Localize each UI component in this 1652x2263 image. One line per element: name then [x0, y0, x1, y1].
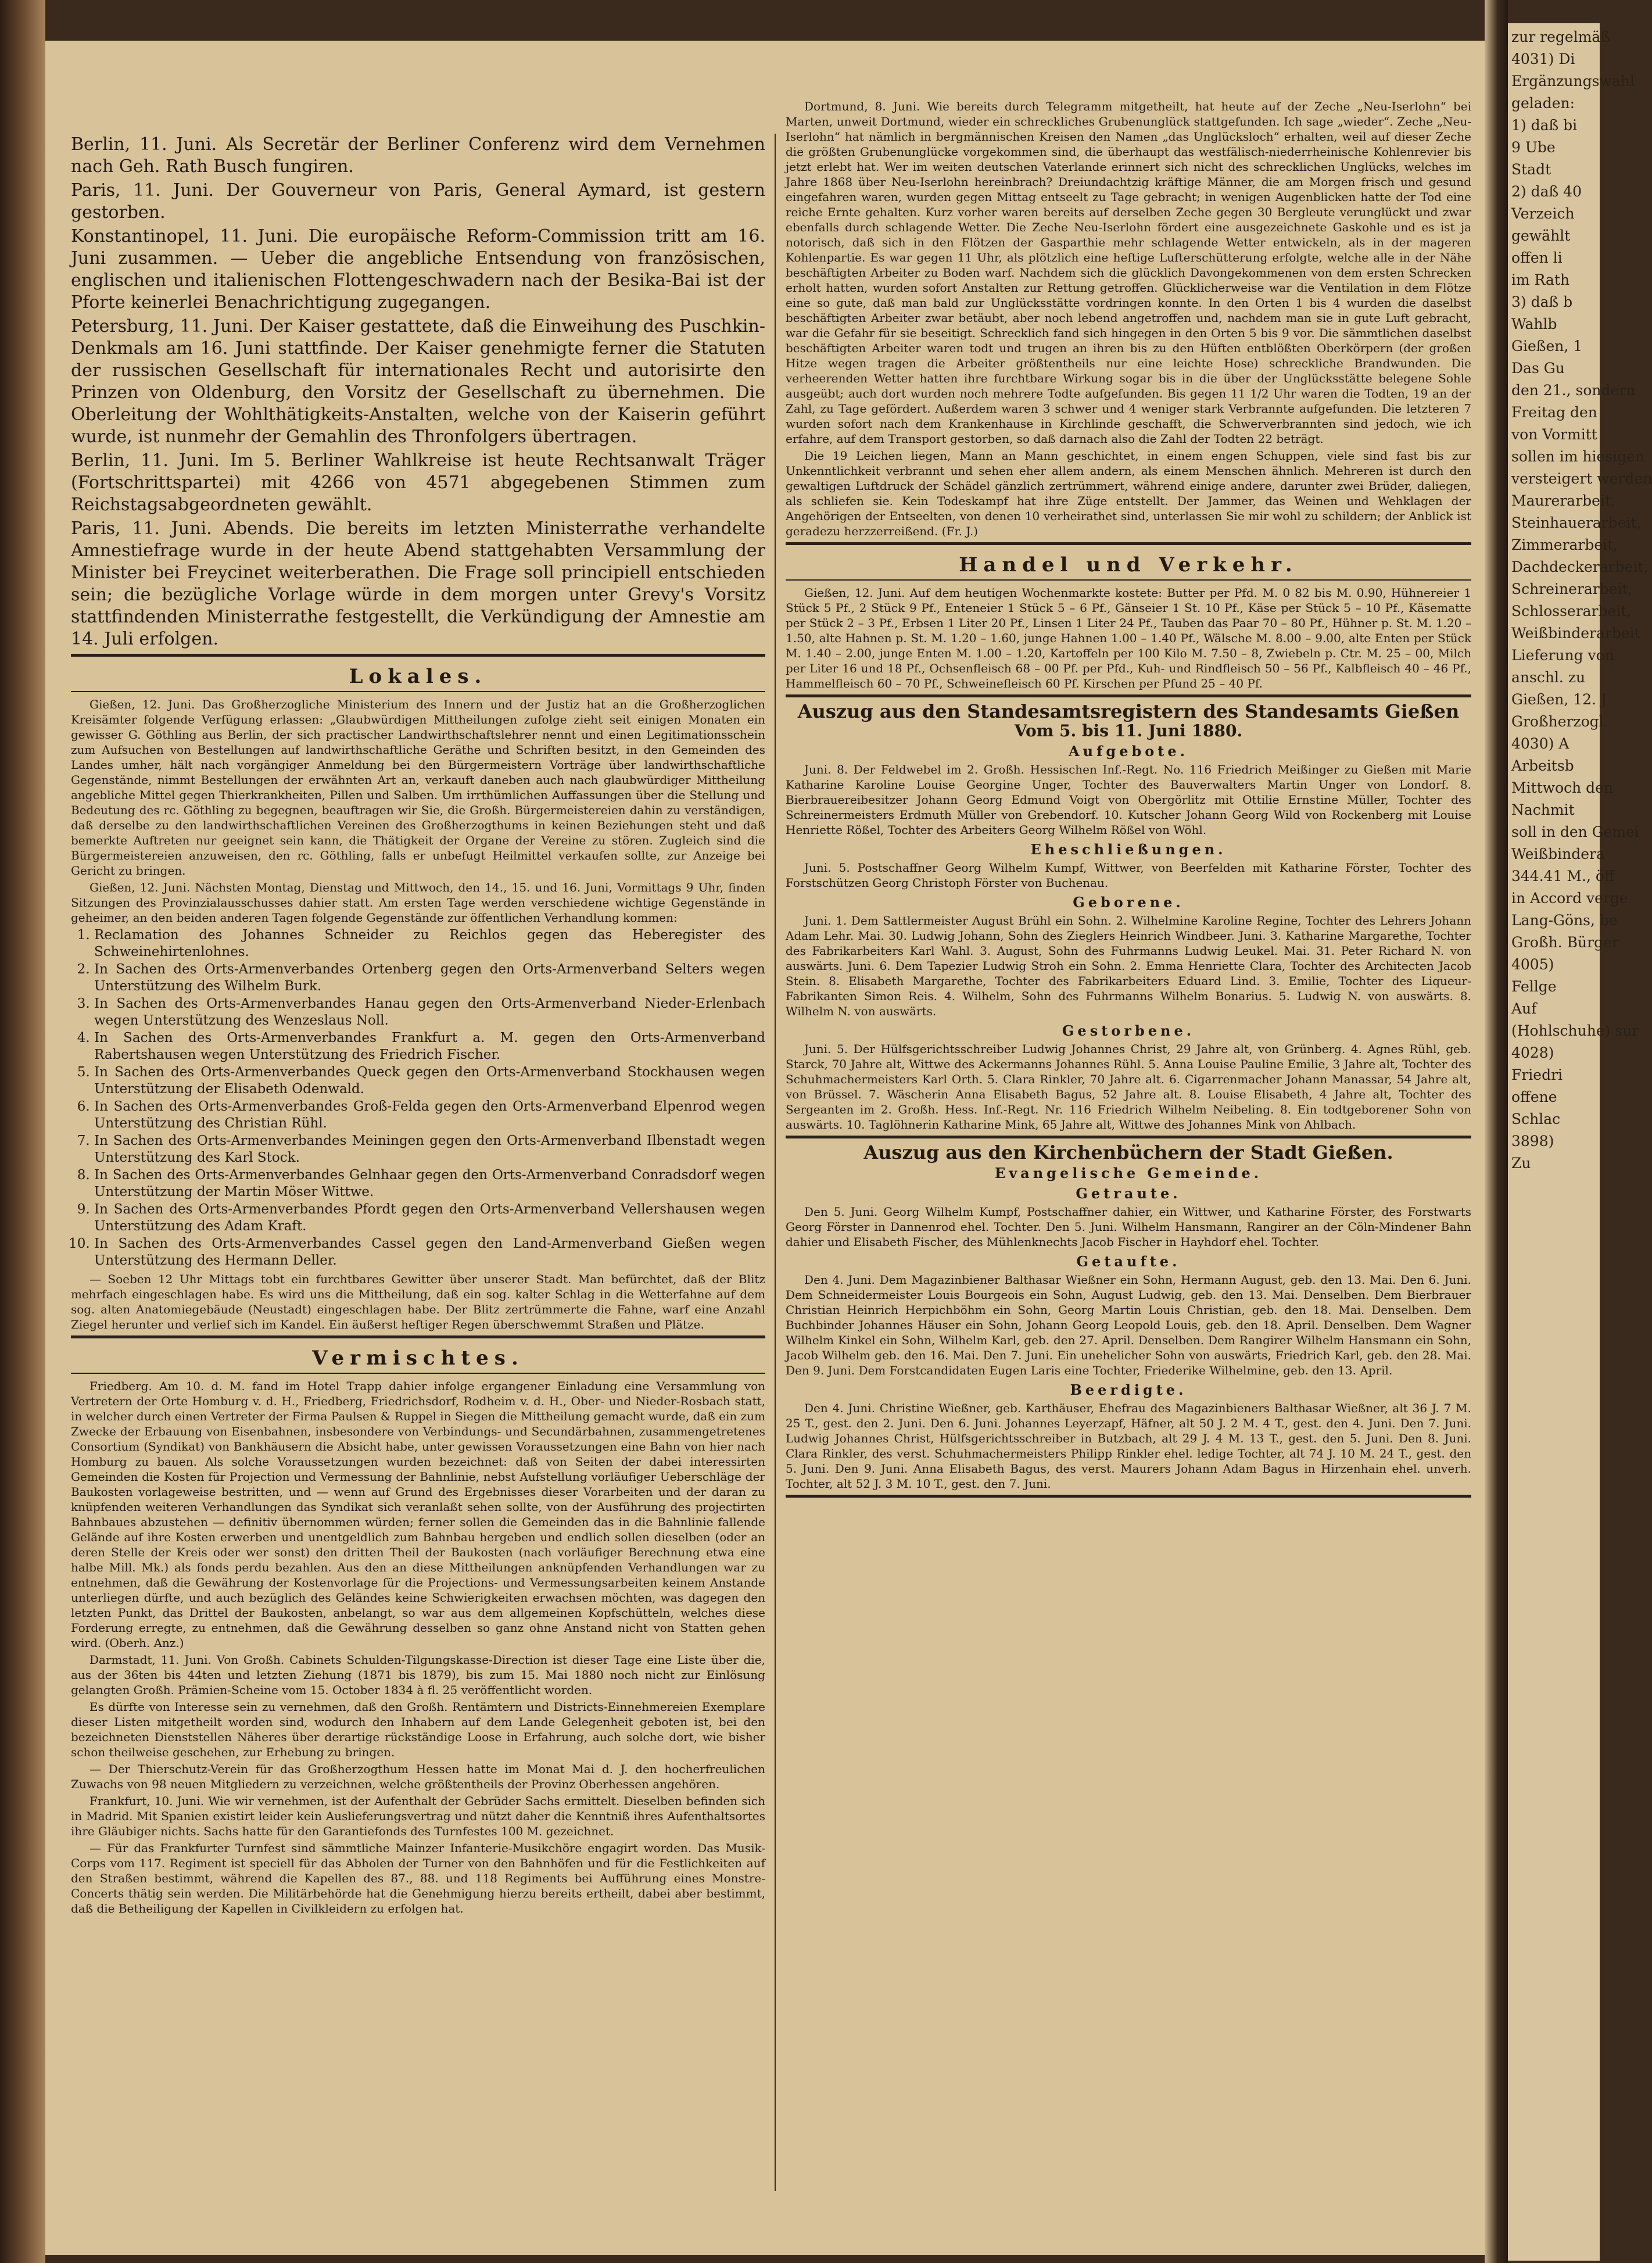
- fragment-line: im Rath: [1511, 271, 1570, 288]
- kirche-entry: Den 4. Juni. Christine Wießner, geb. Karthäuser, Ehefrau des Magazinbieners Balthasar Wießner, alt 36 J. 7 M. 25 T., gest. den 2. Juni. Den 6. Juni. Johannes Leyerzapf, Häfner, alt 50 J. 2 M. 4 T., gest. den 4. Juni. Den 7. Juni. Ludwig Johannes Christ, Hülfsgerichtsschreiber in Butzbach, alt 29 J. 4 M. 13 T., gest. den 5. Juni. Den 8. Juni. Clara Rinkler, des verst. Schuhmachermeisters Philipp Rinkler ehel. ledige Tochter, alt 74 J. 10 M. 24 T., gest. den 5. Juni. Den 9. Juni. Anna Elisabeth Bagus, des verst. Maurers Johann Adam Bagus in Hirzenhain ehel. unverh. Tochter, alt 52 J. 3 M. 10 T., gest. den 7. Juni.: [786, 1401, 1471, 1491]
- right-column: [786, 99, 1471, 2179]
- divider: [71, 1373, 765, 1374]
- fragment-line: Weißbindera: [1511, 846, 1605, 862]
- fragment-line: offen li: [1511, 249, 1563, 266]
- agenda-item: 1. Reclamation des Johannes Schneider zu Reichlos gegen das Heberegister des Schweinehirtenlohnes.: [94, 927, 765, 961]
- kirche-heading: Getaufte.: [1076, 1253, 1181, 1270]
- column-divider: [775, 134, 776, 2191]
- fragment-line: 4005): [1511, 956, 1554, 973]
- fragment-line: offene: [1511, 1088, 1557, 1105]
- agenda-item: 4. In Sachen des Orts-Armenverbandes Frankfurt a. M. gegen den Orts-Armenverband Rabertshausen wegen Unterstützung des Friedrich Fischer.: [94, 1030, 765, 1064]
- vermischtes-item: Darmstadt, 11. Juni. Von Großh. Cabinets Schulden-Tilgungskasse-Direction ist dieser Tage eine Liste über die, aus der 36ten bis 44ten und letzten Ziehung (1871 bis 1879), bis zum 15. Mai 1880 noch nicht zur Einlösung gelangten Großh. Prämien-Scheine vom 15. October 1834 à fl. 25 veröffentlicht worden.: [71, 1653, 765, 1697]
- fragment-line: in Accord verge: [1511, 890, 1628, 907]
- fragment-line: Verzeich: [1511, 205, 1575, 222]
- kirche-heading: Getraute.: [1076, 1185, 1181, 1202]
- kirche-entry: Den 4. Juni. Dem Magazinbiener Balthasar Wießner ein Sohn, Hermann August, geb. den 13. Mai. Den 6. Juni. Dem Schneidermeister Louis Bourgeois ein Sohn, August Ludwig, geb. den 13. Mai. Denselben. Dem Bierbrauer Christian Heinrich Herpichböhm ein Sohn, Georg Martin Louis Christian, geb. den 18. Mai. Denselben. Dem Buchbinder Johannes Häuser ein Sohn, Johann Georg Leopold Louis, geb. den 18. April. Denselben. Dem Wagner Wilhelm Kinkel ein Sohn, Wilhelm Karl, geb. den 27. April. Denselben. Dem Rangirer Wilhelm Hansmann ein Sohn, Jacob Wilhelm geb. den 16. Mai. Den 7. Juni. Ein unehelicher Sohn von auswärts, Friedrich Karl, geb. den 28. Mai. Den 9. Juni. Dem Forstcandidaten Eugen Laris eine Tochter, Friederike Wilhelmine, geb. den 13. April.: [786, 1273, 1471, 1377]
- fragment-line: Fellge: [1511, 978, 1557, 995]
- fragment-line: (Hohlschuhe) sur: [1511, 1022, 1639, 1039]
- fragment-line: Maurerarbeit,: [1511, 492, 1615, 509]
- telegram-item: Konstantinopel, 11. Juni. Die europäische Reform-Commission tritt am 16. Juni zusammen. — Ueber die angebliche Entsendung von französischen, englischen und italienischen Flottengeschwadern nach der Besika-Bai ist der Pforte keinerlei Benachrichtigung zugegangen.: [71, 226, 765, 313]
- fragment-line: Ergänzungswahl: [1511, 73, 1635, 89]
- fragment-line: 9 Ube: [1511, 139, 1556, 156]
- divider: [786, 1495, 1471, 1498]
- fragment-line: Großh. Bürger: [1511, 934, 1619, 951]
- standesamt-entry: Juni. 8. Der Feldwebel im 2. Großh. Hessischen Inf.-Regt. No. 116 Friedrich Meißinger zu Gießen mit Marie Katharine Karoline Louise Georgine Unger, Tochter des Bauverwalters Martin Unger von Londorf. 8. Bierbrauereibesitzer Johann Georg Edmund Voigt von Obergörlitz mit Ottilie Ernstine Müller, Tochter des Schreinermeisters Erdmuth Müller von Grebendorf. 10. Kutscher Johann Georg Wild von Rockenberg mit Louise Henriette Rößel, Tochter des Arbeiters Georg Wilhelm Rößel von Wöhl.: [786, 762, 1471, 837]
- divider: [786, 579, 1471, 581]
- telegram-item: Petersburg, 11. Juni. Der Kaiser gestattete, daß die Einweihung des Puschkin-Denkmals am 16. Juni stattfinde. Der Kaiser genehmigte ferner die Statuten der russischen Gesellschaft für internationales Recht und autorisirte den Prinzen von Oldenburg, den Vorsitz der Gesellschaft zu übernehmen. Die Oberleitung der Wohlthätigkeits-Anstalten, welche von der Kaiserin geführt wurde, ist nunmehr der Gemahlin des Thronfolgers übertragen.: [71, 316, 765, 447]
- divider: [786, 542, 1471, 545]
- divider: [71, 1335, 765, 1338]
- agenda-item: 5. In Sachen des Orts-Armenverbandes Queck gegen den Orts-Armenverband Stockhausen wegen Unterstützung der Elisabeth Odenwald.: [94, 1064, 765, 1098]
- fragment-line: 344.41 M., öff: [1511, 868, 1615, 885]
- fragment-line: Schlosserarbeit,: [1511, 603, 1632, 620]
- fragment-line: gewählt: [1511, 227, 1571, 244]
- agenda-item: 7. In Sachen des Orts-Armenverbandes Meiningen gegen den Orts-Armenverband Ilbenstadt wegen Unterstützung des Karl Stock.: [94, 1133, 765, 1166]
- fragment-line: anschl. zu: [1511, 669, 1586, 686]
- fragment-line: Lang-Göns, be: [1511, 912, 1618, 929]
- fragment-line: Arbeitsb: [1511, 757, 1574, 774]
- fragment-line: Steinhauerarbeit,: [1511, 514, 1642, 531]
- left-column: [71, 99, 765, 2179]
- vermischtes-item: Frankfurt, 10. Juni. Wie wir vernehmen, ist der Aufenthalt der Gebrüder Sachs ermittelt. Dieselben befinden sich in Madrid. Mit Spanien existirt leider kein Auslieferungsvertrag und nützt daher die Kenntniß ihres Aufenthaltsortes ihre Gläubiger nichts. Sachs hatte für den Garantiefonds des Turnfestes 100 M. gezeichnet.: [71, 1794, 765, 1838]
- standesamt-heading: Eheschließungen.: [1030, 841, 1227, 858]
- fragment-line: 4031) Di: [1511, 51, 1575, 67]
- dortmund-article: [786, 99, 1471, 539]
- page-gutter: [1485, 0, 1508, 2263]
- kirchenbuch-section: [786, 1185, 1471, 1491]
- section-heading-handel: Handel und Verkehr.: [959, 553, 1298, 577]
- page-right-edge: [1508, 23, 1652, 2261]
- market-report: [786, 585, 1471, 691]
- agenda-item: 3. In Sachen des Orts-Armenverbandes Hanau gegen den Orts-Armenverband Nieder-Erlenbach wegen Unterstützung des Wenzeslaus Noll.: [94, 996, 765, 1029]
- fragment-line: Gießen, 12. J: [1511, 691, 1607, 708]
- kirche-entry: Den 5. Juni. Georg Wilhelm Kumpf, Postschaffner dahier, ein Wittwer, und Katharine Förster, des Forstwarts Georg Förster in Dannenrod ehel. Tochter. Den 5. Juni. Wilhelm Hansmann, Rangirer an der Cöln-Mindener Bahn dahier und Elisabeth Fischer, des Mühlenknechts Jacob Fischer in Hayhdorf ehel. Tochter.: [786, 1205, 1471, 1249]
- fragment-line: 3) daß b: [1511, 293, 1573, 310]
- standesamt-entry: Juni. 5. Der Hülfsgerichtsschreiber Ludwig Johannes Christ, 29 Jahre alt, von Grünberg. 4. Agnes Rühl, geb. Starck, 70 Jahre alt, Wittwe des Ackermanns Johannes Rühl. 5. Anna Louise Pauline Emilie, 3 Jahre alt, Tochter des Schuhmachermeisters Karl Orth. 5. Clara Rinkler, 70 Jahre alt. 6. Cigarrenmacher Johann Manassar, 54 Jahre alt, von Brüssel. 7. Wäscherin Anna Elisabeth Bagus, 52 Jahre alt. 8. Louise Elisabeth, 4 Jahre alt, Tochter des Sergeanten im 2. Großh. Hess. Inf.-Regt. Nr. 116 Friedrich Wilhelm Neibeling. 8. Ein todtgeborener Sohn von auswärts. 10. Taglöhnerin Katharine Mink, 65 Jahre alt, Wittwe des Johannes Mink von Ahlbach.: [786, 1042, 1471, 1132]
- fragment-line: Wahlb: [1511, 316, 1557, 332]
- fragment-line: Mittwoch den: [1511, 779, 1614, 796]
- fragment-line: Nachmit: [1511, 801, 1575, 818]
- vermischtes-item: — Der Thierschutz-Verein für das Großherzogthum Hessen hatte im Monat Mai d. J. den hocherfreulichen Zuwachs von 98 neuen Mitgliedern zu verzeichnen, welche größtentheils der Provinz Oberhessen angehören.: [71, 1762, 765, 1791]
- right-page-fragments: [1508, 23, 1652, 1179]
- article-gewitter: — Soeben 12 Uhr Mittags tobt ein furchtbares Gewitter über unserer Stadt. Man befürchtet, daß der Blitz mehrfach eingeschlagen habe. Es wird uns die Mittheilung, daß ein sog. kalter Schlag in die Wetterfahne auf dem sog. alten Anatomiegebäude (Neustadt) eingeschlagen habe. Der Blitz zertrümmerte die Fahne, warf eine Anzahl Ziegel herunter und verlief sich im Kandel. Ein äußerst heftiger Regen überschwemmt Straßen und Plätze.: [71, 1272, 765, 1331]
- standesamt-heading: Geborene.: [1073, 894, 1184, 911]
- fragment-line: Stadt: [1511, 161, 1551, 178]
- agenda-item: 6. In Sachen des Orts-Armenverbandes Groß-Felda gegen den Orts-Armenverband Elpenrod wegen Unterstützung des Christian Rühl.: [94, 1098, 765, 1132]
- agenda-item: 9. In Sachen des Orts-Armenverbandes Pfordt gegen den Orts-Armenverband Vellershausen wegen Unterstützung des Adam Kraft.: [94, 1201, 765, 1235]
- book-spine: [0, 0, 45, 2263]
- fragment-line: den 21., sondern: [1511, 382, 1636, 399]
- article-market-prices: Gießen, 12. Juni. Auf dem heutigen Wochenmarkte kostete: Butter per Pfd. M. 0 82 bis M. 0.90, Hühnereier 1 Stück 5 Pf., 2 Stück 9 Pf., Enteneier 1 Stück 5 – 6 Pf., Gänseier 1 St. 10 Pf., Käse per Stück 5 – 10 Pf., Käsematte per Stück 2 – 3 Pf., Erbsen 1 Liter 20 Pf., Linsen 1 Liter 24 Pf., Tauben das Paar 70 – 80 Pf., Hühner p. St. M. 1.20 – 1.50, alte Hahnen p. St. M. 1.20 – 1.60, junge Hahnen 1.00 – 1.40 Pf., Wälsche M. 8.00 – 9.00, alte Enten per Stück M. 1.40 – 2.00, junge Enten M. 1.00 – 1.20, Kartoffeln per 100 Kilo M. 7.50 – 8, Zwiebeln p. Ctr. M. 25 – 00, Milch per Liter 16 und 18 Pf., Ochsenfleisch 68 – 00 Pf. per Pfd., Kuh- und Rindfleisch 50 – 56 Pf., Kalbfleisch 40 – 46 Pf., Hammelfleisch 60 – 70 Pf., Schweinefleisch 60 Pf. Kirschen per Pfund 25 – 40 Pf.: [786, 586, 1471, 690]
- standesamt-heading: Gestorbene.: [1062, 1022, 1195, 1039]
- standesamt-entry: Juni. 5. Postschaffner Georg Wilhelm Kumpf, Wittwer, von Beerfelden mit Katharine Förster, Tochter des Forstschützen Georg Christoph Förster von Buchenau.: [786, 861, 1471, 890]
- fragment-line: Schlac: [1511, 1111, 1561, 1127]
- telegram-item: Berlin, 11. Juni. Im 5. Berliner Wahlkreise ist heute Rechtsanwalt Träger (Fortschrittspartei) mit 4266 von 4571 abgegebenen Stimmen zum Reichstagsabgeordneten gewählt.: [71, 450, 765, 515]
- fragment-line: 1) daß bi: [1511, 117, 1578, 134]
- fragment-line: zur regelmäß: [1511, 28, 1611, 45]
- agenda-item: 10. In Sachen des Orts-Armenverbandes Cassel gegen den Land-Armenverband Gießen wegen Unterstützung des Hermann Deller.: [94, 1236, 765, 1269]
- fragment-line: Das Gu: [1511, 360, 1565, 377]
- fragment-line: Zu: [1511, 1155, 1531, 1172]
- kirchenbuch-title: Auszug aus den Kirchenbüchern der Stadt Gießen.: [863, 1141, 1393, 1163]
- divider: [71, 654, 765, 657]
- vermischtes-item: Friedberg. Am 10. d. M. fand im Hotel Trapp dahier infolge ergangener Einladung eine Versammlung von Vertretern der Orte Homburg v. d. H., Friedberg, Friedrichsdorf, Rodheim v. d. H., Ober- und Nieder-Rosbach statt, in welcher durch einen Vertreter der Firma Paulsen & Ruppel in Siegen die Mittheilung gemacht wurde, daß ein zum Zwecke der Erbauung von Eisenbahnen, insbesondere von Verbindungs- und Secundärbahnen, zusammengetretenes Consortium (Syndikat) von Bankhäusern die Absicht habe, unter gewissen Voraussetzungen eine Bahn von hier nach Homburg zu bauen. Als solche Voraussetzungen wurden bezeichnet: daß von Seiten der dabei interessirten Gemeinden die Kosten für Projection und Vermessung der Bahnlinie, nebst Aufstellung vorläufiger Ueberschläge der Baukosten vorlageweise bestritten, und — wenn auf Grund des Ergebnisses dieser Vorarbeiten und der daran zu knüpfenden weiteren Verhandlungen das Syndikat sich veranlaßt sehen sollte, von der Ausführung des projectirten Bahnbaues abzustehen — definitiv übernommen würden; ferner sollen die Gemeinden das in die Bahnlinie fallende Gelände auf ihre Kosten erwerben und unentgeldlich zum Bahnbau hergeben und endlich sollen dieselben (oder an deren Stelle der Kreis oder wer sonst) den dritten Theil der Baukosten (nach vorläufiger Berechnung etwa eine halbe Mill. Mk.) als fonds perdu bezahlen. Aus den an diese Mittheilungen anknüpfenden Verhandlungen war zu entnehmen, daß die Gewährung der Kostenvorlage für die Projections- und Vermessungsarbeiten keinem Anstande unterliegen dürfte, und auch bezüglich des Geländes keine Schwierigkeiten erwachsen möchten, was dagegen den letzten Punkt, das Drittel der Baukosten, anbelangt, so war aus dem allgemeinen Kopfschütteln, welches diese Forderung erregte, zu entnehmen, daß die Gewährung desselben so ganz ohne Anstand nicht von Statten gehen wird. (Oberh. Anz.): [71, 1379, 765, 1650]
- fragment-line: versteigert werden: [1511, 470, 1652, 487]
- fragment-line: soll in den Gemei: [1511, 823, 1639, 840]
- fragment-line: sollen im hiesigen: [1511, 448, 1644, 465]
- telegram-item: Paris, 11. Juni. Der Gouverneur von Paris, General Aymard, ist gestern gestorben.: [71, 180, 765, 223]
- agenda-item: 2. In Sachen des Orts-Armenverbandes Ortenberg gegen den Orts-Armenverband Selters wegen Unterstützung des Wilhelm Burk.: [94, 961, 765, 995]
- article-dortmund-cont: Die 19 Leichen liegen, Mann an Mann geschichtet, in einem engen Schuppen, viele sind fast bis zur Unkenntlichkeit verbrannt und sehen eher allem andern, als einem Menschen ähnlich. Mehreren ist durch den gewaltigen Luftdruck der Schädel gänzlich zertrümmert, während einige andere, darunter zwei Brüder, daliegen, als schliefen sie. Kein Todeskampf hat ihre Züge entstellt. Der Jammer, das Weinen und Wehklagen der Angehörigen der Entseelten, von denen 10 verheirathet sind, unterlassen Sie mir wohl zu schildern; der Anblick ist geradezu herzzerreißend. (Fr. J.): [786, 449, 1471, 538]
- divider: [786, 1136, 1471, 1138]
- telegram-item: Paris, 11. Juni. Abends. Die bereits im letzten Ministerrathe verhandelte Amnestiefrage wurde in der heute Abend stattgehabten Versammlung der Minister bei Freycinet weiterberathen. Die Frage soll principiell entschieden sein; die bezügliche Vorlage würde in dem morgen unter Grevy's Vorsitz stattfindenden Ministerrathe festgestellt, die Verkündigung der Amnestie am 14. Juli erfolgen.: [71, 518, 765, 649]
- fragment-line: Zimmerarbeit,: [1511, 536, 1618, 553]
- vermischtes-item: Es dürfte von Interesse sein zu vernehmen, daß den Großh. Rentämtern und Districts-Einnehmereien Exemplare dieser Listen mitgetheilt worden sind, wodurch den Inhabern auf dem Lande Gelegenheit geboten ist, bei den bezeichneten Dienststellen Näheres über derartige rückständige Loose in Erfahrung, auch solche dort, wie bisher schon theilweise geschehen, zur Erhebung zu bringen.: [71, 1700, 765, 1759]
- vermischtes-section: [71, 1378, 765, 1916]
- standesamt-date-range: Vom 5. bis 11. Juni 1880.: [1014, 721, 1243, 740]
- article-dortmund: Dortmund, 8. Juni. Wie bereits durch Telegramm mitgetheilt, hat heute auf der Zeche „Neu-Iserlohn“ bei Marten, unweit Dortmund, wieder ein schreckliches Grubenunglück stattgefunden. Ich sage „wieder“. Zeche „Neu-Iserlohn“ hat nämlich in bergmännischen Kreisen den Namen „das Unglücksloch“ erhalten, weil auf dieser Zeche die größten Grubenunglücke vorgekommen sind, die überhaupt das westfälisch-niederrheinische Kohlenrevier bis jetzt erlebt hat. Wer im weiten deutschen Vaterlande erinnert sich nicht des schrecklichen Unglücks, welches im Jahre 1868 über Neu-Iserlohn hereinbrach? Dreiundachtzig kräftige Männer, die am Morgen frisch und gesund eingefahren waren, wurden gegen Mittag entseelt zu Tage gebracht; in wenigen Augenblicken hatte der Tod eine reiche Ernte gehalten. Kurz vorher waren bereits auf derselben Zeche gegen 30 Bergleute verunglückt und zwar ebenfalls durch schlagende Wetter. Die Zeche Neu-Iserlohn fördert eine ausgezeichnete Gaskohle und es ist ja notorisch, daß sich in den Flötzen der Gasparthie mehr schlagende Wetter entwickeln, als in der mageren Kohlenpartie. Es war gegen 11 Uhr, als plötzlich eine heftige Lufterschütterung erfolgte, welche alle in der Nähe beschäftigten Arbeiter zu Boden warf. Nachdem sich die glücklich Davongekommenen von dem ersten Schrecken erholt hatten, wurden sofort Anstalten zur Rettung getroffen. Glücklicherweise war die Ventilation in dem Flötze eine so gute, daß man bald zur Unglücksstätte vordringen konnte. In den Orten 1 bis 4 wurden die daselbst beschäftigten Arbeiter zwar betäubt, aber noch lebend angetroffen und, nachdem man sie in gute Luft gebracht, war die Gefahr für sie beseitigt. Schrecklich fand sich hingegen in den Orten 5 bis 9 vor. Die sämmtlichen daselbst beschäftigten Arbeiter waren todt und trugen an ihren bis zu den Hüften entblößten Oberkörpern (der großen Hitze wegen tragen die Arbeiter größtentheils nur eine leichte Hose) schreckliche Brandwunden. Die verheerenden Wetter hatten ihre furchtbare Wirkung sogar bis in die über der Unglücksstätte belegene Sohle ausgeübt; auch dort wurden noch mehrere Todte aufgefunden. Bis gegen 11 1/2 Uhr waren die Todten, 19 an der Zahl, zu Tage gefördert. Außerdem waren 3 schwer und 4 weniger stark Verbrannte aufgefunden. Die letzteren 7 wurden sofort nach dem Krankenhause in Kirchlinde geschafft, die Schwerverbrannten sind jedoch, wie ich erfahre, auf dem Transport gestorben, so daß darnach also die Zahl der Todten 22 beträgt.: [786, 99, 1471, 446]
- divider: [786, 694, 1471, 697]
- standesamt-section: [786, 743, 1471, 1132]
- fragment-line: Friedri: [1511, 1066, 1563, 1083]
- lokales-section: [71, 697, 765, 1332]
- vermischtes-item: — Für das Frankfurter Turnfest sind sämmtliche Mainzer Infanterie-Musikchöre engagirt worden. Das Musik-Corps vom 117. Regiment ist speciell für das Abholen der Turner von den Bahnhöfen und für die Festlichkeiten auf den Straßen bestimmt, während die Kapellen des 87., 88. und 118 Regiments bei Aufführung eines Monstre-Concerts thätig sein werden. Die Militärbehörde hat die Genehmigung hierzu bereits ertheilt, dabei aber bestimmt, daß die Betheiligung der Kapellen in Civilkleidern zu erfolgen hat.: [71, 1841, 765, 1915]
- fragment-line: Freitag den: [1511, 404, 1597, 421]
- standesamt-title: Auszug aus den Standesamtsregistern des Standesamts Gießen: [797, 700, 1460, 722]
- agenda-list: [94, 927, 765, 1269]
- kirchenbuch-subtitle: Evangelische Gemeinde.: [994, 1165, 1263, 1181]
- fragment-line: 4028): [1511, 1044, 1554, 1061]
- article-goethling: Gießen, 12. Juni. Das Großherzogliche Ministerium des Innern und der Justiz hat an die Großherzoglichen Kreisämter folgende Verfügung erlassen: „Glaubwürdigen Mittheilungen zufolge zieht seit einigen Monaten ein gewisser G. Göthling aus Berlin, der sich practischer Landwirthschaftslehrer nennt und einen Legitimationsschein zum Aufsuchen von Bestellungen auf landwirthschaftliche Geräthe und Schriften besitzt, in den Gemeinden des Landes umher, hält nach vorgängiger Anmeldung bei den Bürgermeistern Vorträge über landwirthschaftliche Gegenstände, nimmt Bestellungen der erwähnten Art an, verkauft daneben auch nach glaubwürdiger Mittheilung angebliche Mittel gegen Thierkrankheiten, Pillen und Salben. Um irrthümlichen Auffassungen über die Stellung und Bedeutung des rc. Göthling zu begegnen, beauftragen wir Sie, die Großh. Bürgermeistereien dahin zu verständigen, daß derselbe zu den landwirthschaftlichen Vereinen des Großherzogthums in keinen Beziehungen steht und daß bemerkte Auftreten nur geeignet sein kann, die Thätigkeit der Organe der Vereine zu stören. Zugleich sind die Bürgermeistereien anzuweisen, den rc. Göthling, falls er unbefugt Heilmittel verkaufen sollte, zur Anzeige bei Gericht zu bringen.: [71, 697, 765, 878]
- telegram-item: Berlin, 11. Juni. Als Secretär der Berliner Conferenz wird dem Vernehmen nach Geh. Rath Busch fungiren.: [71, 134, 765, 177]
- standesamt-entry: Juni. 1. Dem Sattlermeister August Brühl ein Sohn. 2. Wilhelmine Karoline Regine, Tochter des Lehrers Johann Adam Lehr. Mai. 30. Ludwig Johann, Sohn des Zieglers Heinrich Windbeer. Juni. 3. Katharine Margarethe, Tochter des Fabrikarbeiters Karl Wahl. 3. August, Sohn des Fuhrmanns Ludwig Leukel. Mai. 31. Peter Richard N. von auswärts. Juni. 6. Dem Tapezier Ludwig Stroh ein Sohn. 2. Emma Henriette Clara, Tochter des Architecten Jacob Stein. 8. Elisabeth Margarethe, Tochter des Fabrikarbeiters Eduard Lind. 3. Emilie, Tochter des Liqueur-Fabrikanten Simon Reis. 4. Wilhelm, Sohn des Fuhrmanns Wilhelm Bonarius. 5. Ludwig N. von auswärts. 8. Wilhelm N. von auswärts.: [786, 914, 1471, 1018]
- kirche-heading: Beerdigte.: [1070, 1381, 1187, 1398]
- section-heading-vermischtes: Vermischtes.: [312, 1347, 524, 1370]
- fragment-line: Gießen, 1: [1511, 338, 1583, 355]
- fragment-line: Auf: [1511, 1000, 1537, 1017]
- fragment-line: 2) daß 40: [1511, 183, 1582, 200]
- section-heading-lokales: Lokales.: [349, 665, 488, 688]
- fragment-line: von Vormitt: [1511, 426, 1597, 443]
- divider: [71, 691, 765, 692]
- agenda-item: 8. In Sachen des Orts-Armenverbandes Gelnhaar gegen den Orts-Armenverband Conradsdorf wegen Unterstützung der Martin Möser Wittwe.: [94, 1167, 765, 1201]
- fragment-line: 3898): [1511, 1133, 1554, 1150]
- fragment-line: Lieferung von: [1511, 647, 1614, 664]
- fragment-line: Weißbinderarbeit: [1511, 625, 1640, 642]
- fragment-line: Schreinerarbeit,: [1511, 581, 1633, 597]
- telegram-section: [71, 134, 765, 650]
- fragment-line: Dachdeckerarbeit,: [1511, 558, 1649, 575]
- fragment-line: 4030) A: [1511, 735, 1569, 752]
- article-provinzialausschuss: Gießen, 12. Juni. Nächsten Montag, Dienstag und Mittwoch, den 14., 15. und 16. Juni, Vormittags 9 Uhr, finden Sitzungen des Provinzialausschusses dahier statt. Am ersten Tage werden verschiedene wichtige Gegenstände in geheimer, an den beiden anderen Tagen folgende Gegenstände zur öffentlichen Verhandlung kommen:: [71, 880, 765, 925]
- standesamt-heading: Aufgebote.: [1069, 743, 1188, 760]
- fragment-line: Großherzogl.: [1511, 713, 1608, 730]
- fragment-line: geladen:: [1511, 95, 1575, 112]
